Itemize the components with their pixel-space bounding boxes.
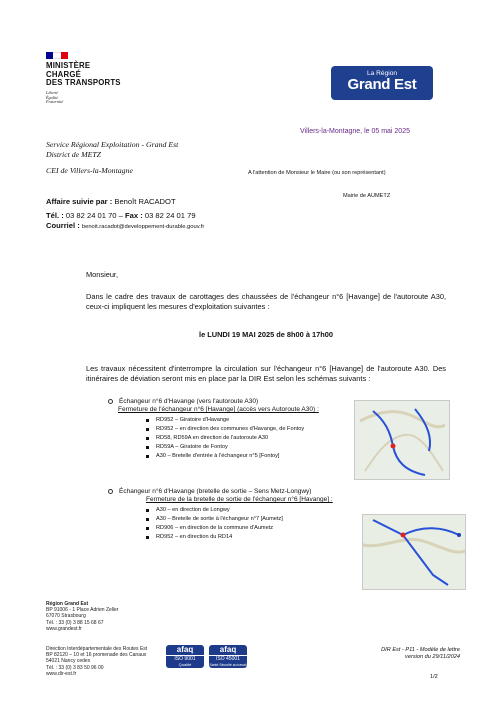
detour-map-1: [354, 400, 450, 480]
ministry-logo: [46, 52, 156, 105]
footer-dir-line: BP 82120 – 10 et 16 promenade des Canaux: [46, 652, 147, 659]
republic-motto: [46, 91, 156, 105]
scheme-1-title: Échangeur n°6 d'Havange (vers l'autoroute A30): [119, 398, 259, 405]
region-logo-line1: La Région: [366, 70, 398, 77]
district-name: District de METZ: [46, 150, 102, 159]
footer-region-name: Région Grand Est: [46, 601, 89, 607]
scheme-2-list: [146, 506, 358, 542]
recipient-attention: A l'attention de Monsieur le Maire (ou son représentant): [248, 170, 386, 176]
region-logo-line2: Grand Est: [347, 76, 417, 93]
list-item: A30 – Bretelle de sortie à l'échangeur n°7 [Aumetz]: [146, 515, 358, 524]
page-number: 1/2: [430, 674, 438, 680]
ministry-name-line2: CHARGÉ: [46, 69, 81, 79]
list-item: RD906 – en direction de la commune d'Aumetz: [146, 524, 358, 533]
model-version: version du 29/11/2024: [405, 654, 460, 660]
work-schedule: le LUNDI 19 MAI 2025 de 8h00 à 17h00: [199, 330, 333, 339]
motto-fraternite: Fraternité: [46, 99, 64, 105]
afaq-iso45001-logo: [209, 645, 247, 673]
scheme-2-subtitle: Fermeture de la bretelle de sortie de l'échangeur n°6 [Havange] :: [146, 496, 333, 503]
list-item: RD952 – Giratoire d'Havange: [146, 416, 348, 425]
cert2-brand: afaq: [209, 645, 247, 655]
email-label: Courriel :: [46, 221, 80, 230]
ministry-name-line1: MINISTÈRE: [46, 61, 91, 70]
cei-name: CEI de Villers-la-Montagne: [46, 166, 133, 175]
cert1-brand: afaq: [166, 645, 204, 655]
motto-liberte: Liberté: [46, 89, 59, 95]
email-value: benoit.racadot@developpement-durable.gouv.fr: [81, 224, 205, 230]
contact-block: Affaire suivie par : Benoît RACADOT Tél. : 03 82 24 01 70 – Fax : 03 82 24 01 79 Courriel : benoit.racadot@developpement-durable.gouv.fr: [46, 197, 205, 230]
scheme-2: [118, 488, 358, 542]
list-item: A30 – en direction de Longwy: [146, 506, 358, 515]
motto-egalite: Égalité: [46, 94, 59, 100]
recipient-mairie: Mairie de AUMETZ: [343, 193, 391, 199]
afaq-iso9001-logo: [166, 645, 204, 673]
french-flag-icon: [46, 52, 68, 59]
greeting: Monsieur,: [86, 270, 119, 279]
fax-value: 03 82 24 01 79: [144, 210, 196, 220]
followed-by-label: Affaire suivie par :: [46, 197, 113, 206]
footer-region-line: BP 91006 - 1 Place Adrien Zeller: [46, 607, 119, 614]
region-grand-est-logo: [331, 66, 433, 100]
sender-service-block: [46, 140, 178, 176]
followed-by-name: Benoît RACADOT: [114, 197, 176, 206]
scheme-1-list: [146, 416, 348, 461]
ministry-name-line3: DES TRANSPORTS: [46, 78, 121, 88]
footer-region-website: www.grandest.fr: [46, 625, 82, 632]
scheme-1: [118, 398, 348, 461]
scheme-1-subtitle: Fermeture de l'échangeur n°6 [Havange] (accès vers Autoroute A30) :: [118, 406, 319, 413]
footer-region-line: Tél. : 33 (0) 3 88 15 68 67: [46, 619, 104, 626]
model-reference: [370, 647, 460, 661]
tel-value: 03 82 24 01 70: [65, 210, 117, 220]
list-item: RD59A – Giratoire de Fontoy: [146, 443, 348, 452]
footer-region-line: 67070 Strasbourg: [46, 613, 86, 620]
tel-label: Tél. :: [46, 210, 64, 220]
footer-dir-website: www.dir-est.fr: [46, 670, 77, 677]
detour-map-2: [362, 514, 466, 590]
list-item: RD952 – en direction des communes d'Havange, de Fontoy: [146, 425, 348, 434]
intro-paragraph: Dans le cadre des travaux de carottages des chaussées de l'échangeur n°6 [Havange] de l'autoroute A30, ceux-ci impliquent les mesures d'exploitation suivantes :: [86, 292, 446, 311]
footer-dir-line: 54021 Nancy cedex: [46, 658, 91, 665]
scheme-2-title: Échangeur n°6 d'Havange (bretelle de sortie – Sens Metz-Longwy): [119, 488, 312, 495]
cert1-label: Qualité: [166, 662, 204, 668]
detour-paragraph: Les travaux nécessitent d'interrompre la circulation sur l'échangeur n°6 [Havange] de l'autoroute A30. Des itinéraires de déviation seront mis en place par la DIR Est selon les schémas suivants :: [86, 364, 446, 383]
circle-bullet-icon: [108, 399, 113, 404]
letter-date: Villers-la-Montagne, le 05 mai 2025: [300, 128, 410, 135]
footer-dir-address: [46, 646, 147, 677]
service-name: Service Régional Exploitation - Grand Est: [46, 140, 179, 149]
circle-bullet-icon: [108, 489, 113, 494]
footer-dir-line: Tél. : 33 (0) 3 83 50 96 00: [46, 664, 104, 671]
list-item: RD58, RD59A en direction de l'autoroute A30: [146, 434, 348, 443]
list-item: RD952 – en direction du RD14: [146, 533, 358, 542]
footer-region-address: [46, 601, 118, 632]
list-item: A30 – Bretelle d'entrée à l'échangeur n°5 [Fontoy]: [146, 452, 348, 461]
cert2-std: ISO 45001: [209, 655, 247, 662]
cert2-label: Santé Sécurité au travail: [209, 663, 247, 667]
footer-dir-name: Direction Interdépartementale des Routes Est: [46, 646, 148, 652]
fax-label: Fax :: [125, 210, 143, 220]
model-name: DIR Est - P11 - Modèle de lettre: [381, 647, 460, 653]
cert1-std: ISO 9001: [166, 655, 204, 662]
